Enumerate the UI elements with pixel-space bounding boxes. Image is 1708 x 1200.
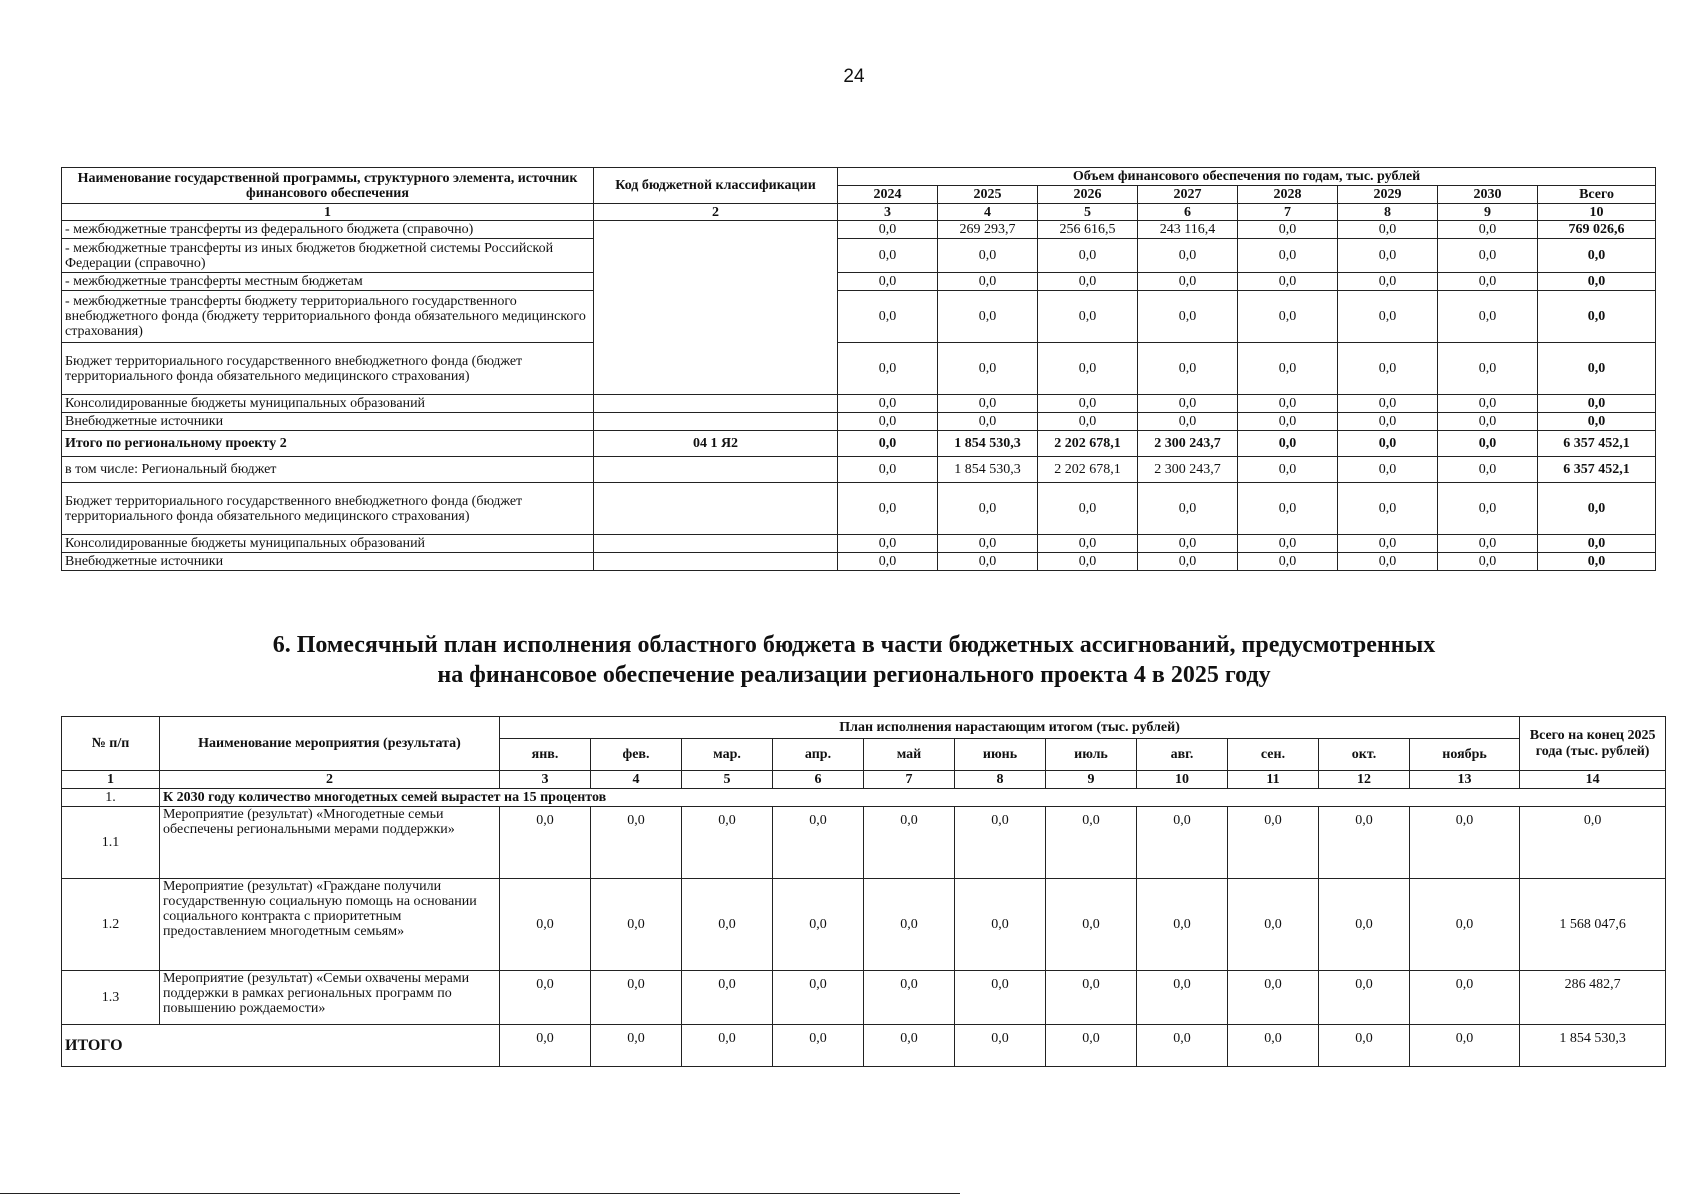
value-cell: 0,0 xyxy=(1238,553,1338,571)
value-cell: 0,0 xyxy=(864,807,955,879)
column-number: 11 xyxy=(1228,771,1319,789)
value-cell: 0,0 xyxy=(838,273,938,291)
activity-name: Мероприятие (результат) «Граждане получили государственную социальную помощь на основании социального контракта с приоритетным предоставлением многодетным семьям» xyxy=(160,879,500,971)
value-cell: 0,0 xyxy=(838,221,938,239)
table-row xyxy=(62,553,1656,571)
value-cell: 0,0 xyxy=(1238,457,1338,483)
value-cell: 0,0 xyxy=(1319,971,1410,1025)
column-number: 9 xyxy=(1438,204,1538,221)
value-cell: 0,0 xyxy=(773,879,864,971)
column-number: 4 xyxy=(591,771,682,789)
bottom-rule xyxy=(0,1193,960,1194)
value-cell: 0,0 xyxy=(838,239,938,273)
month-header: ноябрь xyxy=(1410,739,1520,771)
value-cell: 0,0 xyxy=(1538,535,1656,553)
table-row xyxy=(62,535,1656,553)
value-cell: 0,0 xyxy=(864,1025,955,1067)
table-row xyxy=(62,971,1666,1025)
value-cell: 0,0 xyxy=(1338,239,1438,273)
value-cell: 0,0 xyxy=(1138,395,1238,413)
value-cell: 1 854 530,3 xyxy=(938,457,1038,483)
value-cell: 0,0 xyxy=(1138,483,1238,535)
row-number: 1.3 xyxy=(62,971,160,1025)
value-cell: 0,0 xyxy=(682,971,773,1025)
column-number: 1 xyxy=(62,204,594,221)
row-label: - межбюджетные трансферты бюджету территориального государственного внебюджетного фонда (бюджету территориального фонда обязательного медицинского страхования) xyxy=(62,291,594,343)
value-cell: 0,0 xyxy=(1338,395,1438,413)
month-header: окт. xyxy=(1319,739,1410,771)
value-cell: 0,0 xyxy=(838,457,938,483)
row-label: в том числе: Региональный бюджет xyxy=(62,457,594,483)
table-row xyxy=(62,413,1656,431)
code-cell xyxy=(594,221,838,395)
column-number: 6 xyxy=(1138,204,1238,221)
value-cell: 0,0 xyxy=(591,807,682,879)
row-label: - межбюджетные трансферты из иных бюджетов бюджетной системы Российской Федерации (справочно) xyxy=(62,239,594,273)
column-number: 12 xyxy=(1319,771,1410,789)
value-cell: 0,0 xyxy=(1228,1025,1319,1067)
value-cell: 0,0 xyxy=(1438,457,1538,483)
value-cell: 0,0 xyxy=(938,413,1038,431)
value-cell: 0,0 xyxy=(1238,395,1338,413)
value-cell: 0,0 xyxy=(591,1025,682,1067)
value-cell: 0,0 xyxy=(1410,971,1520,1025)
column-number: 6 xyxy=(773,771,864,789)
value-cell: 0,0 xyxy=(500,807,591,879)
value-cell: 0,0 xyxy=(938,239,1038,273)
value-cell: 0,0 xyxy=(1046,971,1137,1025)
value-cell: 0,0 xyxy=(838,413,938,431)
value-cell: 0,0 xyxy=(955,971,1046,1025)
table-row xyxy=(62,395,1656,413)
group-title: К 2030 году количество многодетных семей вырастет на 15 процентов xyxy=(160,789,1666,807)
table-row xyxy=(62,291,1656,343)
column-number: 3 xyxy=(838,204,938,221)
row-label: Консолидированные бюджеты муниципальных образований xyxy=(62,535,594,553)
value-cell: 0,0 xyxy=(1438,221,1538,239)
table-row xyxy=(62,483,1656,535)
value-cell: 0,0 xyxy=(500,1025,591,1067)
total-label: ИТОГО xyxy=(62,1025,500,1067)
value-cell: 2 202 678,1 xyxy=(1038,457,1138,483)
row-label: - межбюджетные трансферты из федерального бюджета (справочно) xyxy=(62,221,594,239)
value-cell: 0,0 xyxy=(1338,483,1438,535)
value-cell: 0,0 xyxy=(1138,535,1238,553)
value-cell: 0,0 xyxy=(1138,413,1238,431)
value-cell: 0,0 xyxy=(1538,413,1656,431)
section-title xyxy=(0,630,1708,690)
value-cell: 0,0 xyxy=(1046,879,1137,971)
row-label: Консолидированные бюджеты муниципальных образований xyxy=(62,395,594,413)
section-title-line1: 6. Помесячный план исполнения областного бюджета в части бюджетных ассигнований, предусмотренных xyxy=(272,632,1436,658)
value-cell: 0,0 xyxy=(1338,457,1438,483)
value-cell: 0,0 xyxy=(1338,413,1438,431)
value-cell: 0,0 xyxy=(1137,879,1228,971)
value-cell: 2 202 678,1 xyxy=(1038,431,1138,457)
value-cell: 0,0 xyxy=(1438,431,1538,457)
row-label: Бюджет территориального государственного внебюджетного фонда (бюджет территориального фонда обязательного медицинского страхования) xyxy=(62,483,594,535)
value-cell: 0,0 xyxy=(1538,483,1656,535)
value-cell: 0,0 xyxy=(1319,879,1410,971)
month-header: сен. xyxy=(1228,739,1319,771)
column-number: 5 xyxy=(1038,204,1138,221)
value-cell: 0,0 xyxy=(1238,273,1338,291)
value-cell: 0,0 xyxy=(1338,535,1438,553)
value-cell: 0,0 xyxy=(1038,273,1138,291)
value-cell: 0,0 xyxy=(1410,807,1520,879)
row-label: Внебюджетные источники xyxy=(62,413,594,431)
table-row xyxy=(62,879,1666,971)
column-number: 14 xyxy=(1520,771,1666,789)
value-cell: 2 300 243,7 xyxy=(1138,431,1238,457)
value-cell: 0,0 xyxy=(938,395,1038,413)
value-cell: 0,0 xyxy=(1038,343,1138,395)
column-number: 10 xyxy=(1137,771,1228,789)
value-cell: 0,0 xyxy=(1137,1025,1228,1067)
column-number: 7 xyxy=(1238,204,1338,221)
value-cell: 0,0 xyxy=(682,879,773,971)
year-header: 2026 xyxy=(1038,186,1138,204)
header-volume: Объем финансового обеспечения по годам, тыс. рублей xyxy=(838,168,1656,186)
header-name: Наименование государственной программы, структурного элемента, источник финансового обеспечения xyxy=(62,168,594,204)
value-cell: 0,0 xyxy=(1438,535,1538,553)
row-label: - межбюджетные трансферты местным бюджетам xyxy=(62,273,594,291)
column-number: 4 xyxy=(938,204,1038,221)
value-cell: 0,0 xyxy=(1438,291,1538,343)
value-cell: 6 357 452,1 xyxy=(1538,457,1656,483)
month-header: янв. xyxy=(500,739,591,771)
value-cell: 0,0 xyxy=(1438,483,1538,535)
value-cell: 0,0 xyxy=(1228,807,1319,879)
value-cell: 0,0 xyxy=(1038,291,1138,343)
value-cell: 243 116,4 xyxy=(1138,221,1238,239)
value-cell: 0,0 xyxy=(1438,273,1538,291)
value-cell: 0,0 xyxy=(500,879,591,971)
value-cell: 0,0 xyxy=(1338,431,1438,457)
value-cell: 0,0 xyxy=(938,535,1038,553)
value-cell: 0,0 xyxy=(1538,291,1656,343)
table-row xyxy=(62,239,1656,273)
code-cell xyxy=(594,457,838,483)
value-cell: 2 300 243,7 xyxy=(1138,457,1238,483)
total-row xyxy=(62,1025,1666,1067)
month-header: июль xyxy=(1046,739,1137,771)
value-cell: 0,0 xyxy=(1238,431,1338,457)
value-cell: 0,0 xyxy=(938,553,1038,571)
value-cell: 0,0 xyxy=(864,879,955,971)
value-cell: 0,0 xyxy=(1137,807,1228,879)
value-cell: 0,0 xyxy=(773,971,864,1025)
header-code: Код бюджетной классификации xyxy=(594,168,838,204)
column-number: 8 xyxy=(1338,204,1438,221)
value-cell: 0,0 xyxy=(1138,291,1238,343)
row-number: 1.2 xyxy=(62,879,160,971)
table-row xyxy=(62,273,1656,291)
month-header: май xyxy=(864,739,955,771)
column-number: 7 xyxy=(864,771,955,789)
value-cell: 6 357 452,1 xyxy=(1538,431,1656,457)
row-total: 0,0 xyxy=(1520,807,1666,879)
column-number: 10 xyxy=(1538,204,1656,221)
value-cell: 0,0 xyxy=(591,879,682,971)
value-cell: 0,0 xyxy=(1138,273,1238,291)
value-cell: 0,0 xyxy=(955,807,1046,879)
activity-name: Мероприятие (результат) «Многодетные семьи обеспечены региональными мерами поддержки» xyxy=(160,807,500,879)
value-cell: 0,0 xyxy=(1238,483,1338,535)
month-header: июнь xyxy=(955,739,1046,771)
value-cell: 0,0 xyxy=(1137,971,1228,1025)
code-cell: 04 1 Я2 xyxy=(594,431,838,457)
value-cell: 0,0 xyxy=(1338,291,1438,343)
value-cell: 0,0 xyxy=(1438,239,1538,273)
value-cell: 0,0 xyxy=(864,971,955,1025)
year-header: 2028 xyxy=(1238,186,1338,204)
year-header: 2030 xyxy=(1438,186,1538,204)
header-plan: План исполнения нарастающим итогом (тыс. рублей) xyxy=(500,717,1520,739)
value-cell: 0,0 xyxy=(1438,553,1538,571)
value-cell: 0,0 xyxy=(938,483,1038,535)
value-cell: 769 026,6 xyxy=(1538,221,1656,239)
value-cell: 0,0 xyxy=(938,273,1038,291)
row-label: Итого по региональному проекту 2 xyxy=(62,431,594,457)
value-cell: 0,0 xyxy=(1319,807,1410,879)
section-title-line2: на финансовое обеспечение реализации регионального проекта 4 в 2025 году xyxy=(437,662,1271,688)
value-cell: 0,0 xyxy=(773,807,864,879)
header-num: № п/п xyxy=(62,717,160,771)
year-header: 2027 xyxy=(1138,186,1238,204)
code-cell xyxy=(594,395,838,413)
code-cell xyxy=(594,553,838,571)
value-cell: 0,0 xyxy=(1538,273,1656,291)
page-number: 24 xyxy=(843,66,865,87)
month-header: фев. xyxy=(591,739,682,771)
row-label: Внебюджетные источники xyxy=(62,553,594,571)
column-number: 2 xyxy=(594,204,838,221)
value-cell: 269 293,7 xyxy=(938,221,1038,239)
table-row xyxy=(62,431,1656,457)
column-number: 3 xyxy=(500,771,591,789)
value-cell: 0,0 xyxy=(682,1025,773,1067)
column-number: 1 xyxy=(62,771,160,789)
table-row xyxy=(62,343,1656,395)
value-cell: 0,0 xyxy=(1238,343,1338,395)
value-cell: 0,0 xyxy=(938,291,1038,343)
year-header: Всего xyxy=(1538,186,1656,204)
value-cell: 0,0 xyxy=(838,483,938,535)
value-cell: 0,0 xyxy=(1338,553,1438,571)
value-cell: 0,0 xyxy=(938,343,1038,395)
value-cell: 0,0 xyxy=(1238,221,1338,239)
value-cell: 0,0 xyxy=(1238,413,1338,431)
value-cell: 0,0 xyxy=(773,1025,864,1067)
table-row xyxy=(62,457,1656,483)
value-cell: 0,0 xyxy=(1319,1025,1410,1067)
value-cell: 0,0 xyxy=(1538,343,1656,395)
value-cell: 0,0 xyxy=(500,971,591,1025)
value-cell: 0,0 xyxy=(1538,239,1656,273)
value-cell: 0,0 xyxy=(838,535,938,553)
table-row xyxy=(62,807,1666,879)
value-cell: 0,0 xyxy=(1038,553,1138,571)
column-number: 13 xyxy=(1410,771,1520,789)
group-number: 1. xyxy=(62,789,160,807)
year-header: 2024 xyxy=(838,186,938,204)
value-cell: 0,0 xyxy=(1046,1025,1137,1067)
grand-total: 1 854 530,3 xyxy=(1520,1025,1666,1067)
value-cell: 0,0 xyxy=(1538,553,1656,571)
group-row xyxy=(62,789,1666,807)
value-cell: 0,0 xyxy=(1138,343,1238,395)
value-cell: 0,0 xyxy=(1046,807,1137,879)
value-cell: 0,0 xyxy=(1410,879,1520,971)
header-total: Всего на конец 2025 года (тыс. рублей) xyxy=(1520,717,1666,771)
value-cell: 0,0 xyxy=(1438,343,1538,395)
monthly-plan-table xyxy=(61,716,1666,1067)
value-cell: 0,0 xyxy=(1438,395,1538,413)
value-cell: 0,0 xyxy=(1138,553,1238,571)
value-cell: 0,0 xyxy=(1338,273,1438,291)
value-cell: 0,0 xyxy=(838,343,938,395)
value-cell: 0,0 xyxy=(1038,535,1138,553)
value-cell: 0,0 xyxy=(955,1025,1046,1067)
code-cell xyxy=(594,413,838,431)
month-header: авг. xyxy=(1137,739,1228,771)
value-cell: 256 616,5 xyxy=(1038,221,1138,239)
value-cell: 0,0 xyxy=(1238,239,1338,273)
value-cell: 0,0 xyxy=(838,291,938,343)
column-number: 5 xyxy=(682,771,773,789)
value-cell: 0,0 xyxy=(1038,483,1138,535)
row-label: Бюджет территориального государственного внебюджетного фонда (бюджет территориального фонда обязательного медицинского страхования) xyxy=(62,343,594,395)
column-number: 9 xyxy=(1046,771,1137,789)
year-header: 2029 xyxy=(1338,186,1438,204)
value-cell: 0,0 xyxy=(1138,239,1238,273)
value-cell: 0,0 xyxy=(1238,535,1338,553)
value-cell: 0,0 xyxy=(1338,221,1438,239)
column-number: 8 xyxy=(955,771,1046,789)
value-cell: 1 854 530,3 xyxy=(938,431,1038,457)
financing-table xyxy=(61,167,1656,571)
value-cell: 0,0 xyxy=(1228,971,1319,1025)
activity-name: Мероприятие (результат) «Семьи охвачены мерами поддержки в рамках региональных программ по повышению рождаемости» xyxy=(160,971,500,1025)
value-cell: 0,0 xyxy=(682,807,773,879)
value-cell: 0,0 xyxy=(1410,1025,1520,1067)
month-header: мар. xyxy=(682,739,773,771)
value-cell: 0,0 xyxy=(1338,343,1438,395)
table-row xyxy=(62,221,1656,239)
header-activity: Наименование мероприятия (результата) xyxy=(160,717,500,771)
value-cell: 0,0 xyxy=(838,553,938,571)
value-cell: 0,0 xyxy=(1538,395,1656,413)
row-number: 1.1 xyxy=(62,807,160,879)
column-number: 2 xyxy=(160,771,500,789)
value-cell: 0,0 xyxy=(1038,239,1138,273)
code-cell xyxy=(594,483,838,535)
value-cell: 0,0 xyxy=(591,971,682,1025)
year-header: 2025 xyxy=(938,186,1038,204)
month-header: апр. xyxy=(773,739,864,771)
value-cell: 0,0 xyxy=(1228,879,1319,971)
row-total: 286 482,7 xyxy=(1520,971,1666,1025)
value-cell: 0,0 xyxy=(1038,395,1138,413)
value-cell: 0,0 xyxy=(1438,413,1538,431)
value-cell: 0,0 xyxy=(1038,413,1138,431)
value-cell: 0,0 xyxy=(838,395,938,413)
code-cell xyxy=(594,535,838,553)
value-cell: 0,0 xyxy=(838,431,938,457)
value-cell: 0,0 xyxy=(955,879,1046,971)
value-cell: 0,0 xyxy=(1238,291,1338,343)
row-total: 1 568 047,6 xyxy=(1520,879,1666,971)
